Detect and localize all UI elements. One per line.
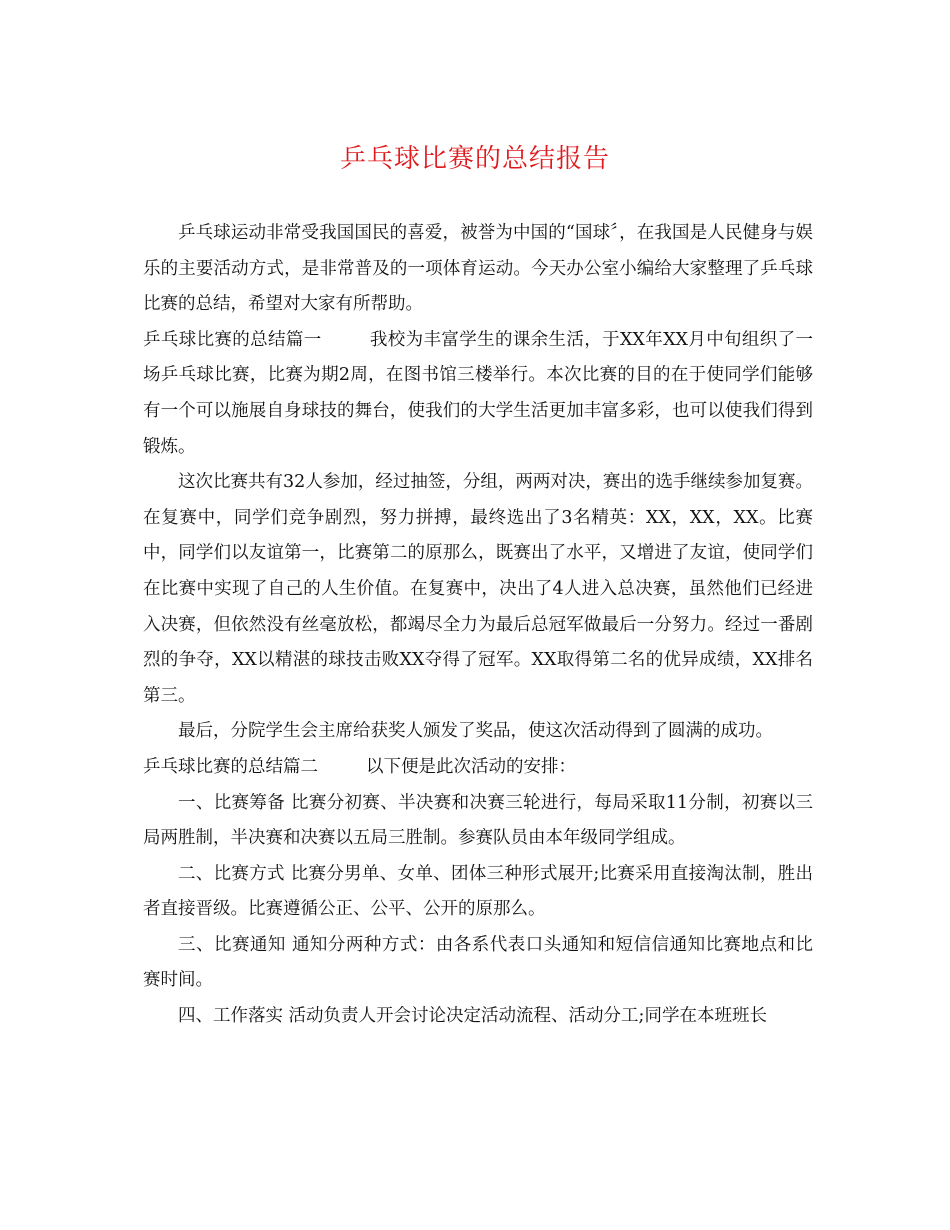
section2-paragraph [143, 750, 813, 786]
section1-paragraph-2: 这次比赛共有32人参加，经过抽签，分组，两两对决，赛出的选手继续参加复赛。在复赛中，同学们竞争剧烈，努力拼搏，最终选出了3名精英：XX，XX，XX。比赛中，同学们以友谊第一，比赛第二的原那么，既赛出了水平，又增进了友谊，使同学们在比赛中实现了自己的人生价值。在复赛中，决出了4人进入总决赛，虽然他们已经进入决赛，但依然没有丝毫放松，都竭尽全力为最后总冠军做最后一分努力。经过一番剧烈的争夺，XX以精湛的球技击败XX夺得了冠军。XX取得第二名的优异成绩，XX排名第三。 [143, 472, 813, 706]
section2-lead: 以下便是此次活动的安排： [366, 756, 576, 777]
section2-item-1: 一、比赛筹备 比赛分初赛、半决赛和决赛三轮进行，每局采取11分制，初赛以三局两胜制，半决赛和决赛以五局三胜制。参赛队员由本年级同学组成。 [143, 792, 813, 849]
section2-heading: 乒乓球比赛的总结篇二 [143, 756, 318, 777]
section1-paragraph-3: 最后，分院学生会主席给获奖人颁发了奖品，使这次活动得到了圆满的成功。 [178, 721, 773, 742]
section1-lead: 我校为丰富学生的课余生活，于XX年XX月中旬组织了一场乒乓球比赛，比赛为期2周，在图书馆三楼举行。本次比赛的目的在于使同学们能够有一个可以施展自身球技的舞台，使我们的大学生活更加丰富多彩，也可以使我们得到锻炼。 [143, 329, 813, 457]
section2-item-3: 三、比赛通知 通知分两种方式：由各系代表口头通知和短信信通知比赛地点和比赛时间。 [143, 934, 813, 991]
document-title: 乒乓球比赛的总结报告 [339, 144, 610, 174]
section1-heading: 乒乓球比赛的总结篇一 [143, 329, 322, 350]
section2-item-2: 二、比赛方式 比赛分男单、女单、团体三种形式展开;比赛采用直接淘汰制，胜出者直接晋级。比赛遵循公正、公平、公开的原那么。 [143, 863, 813, 920]
document-body [143, 216, 813, 1035]
section1-paragraph [143, 323, 813, 465]
section2-item-4: 四、工作落实 活动负责人开会讨论决定活动流程、活动分工;同学在本班班长 [178, 1006, 767, 1027]
intro-paragraph: 乒乓球运动非常受我国国民的喜爱，被誉为中国的“国球〞，在我国是人民健身与娱乐的主要活动方式，是非常普及的一项体育运动。今天办公室小编给大家整理了乒乓球比赛的总结，希望对大家有所帮助。 [143, 223, 813, 315]
